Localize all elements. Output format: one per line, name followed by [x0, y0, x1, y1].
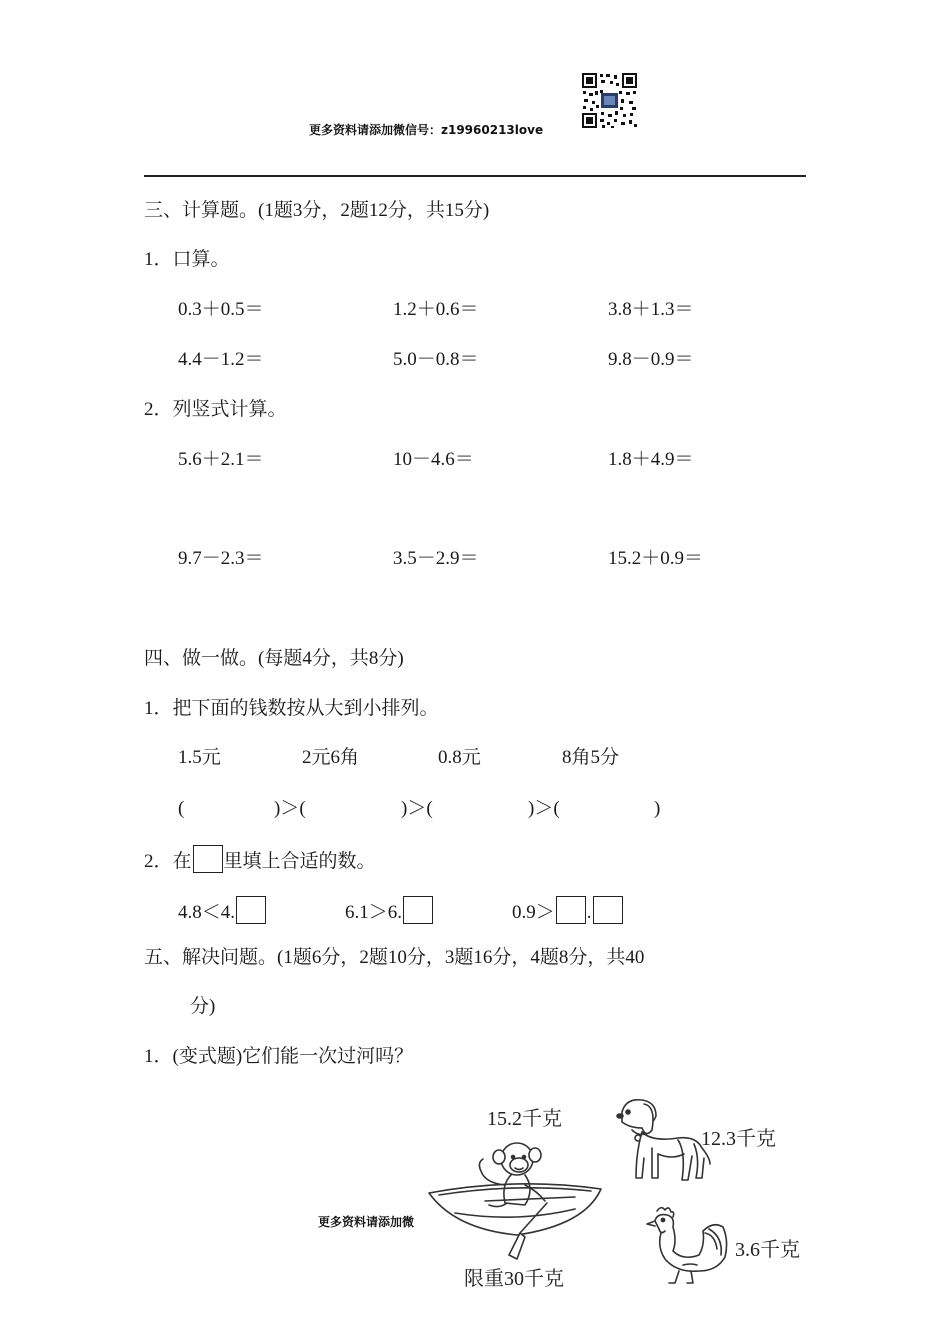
watermark-text: 更多资料请添加微 [318, 1215, 415, 1229]
fill-item: 6.1＞6. [345, 896, 434, 925]
s3-q2-expr: 1.8＋4.9＝ [608, 449, 694, 470]
s4-q2-label: 2．在 里填上合适的数。 [144, 845, 376, 874]
section5-title-cont: 分) [190, 996, 216, 1017]
s3-q2-expr: 9.7－2.3＝ [178, 548, 264, 569]
order-blank: ) [654, 798, 661, 819]
section3-title: 三、计算题。(1题3分，2题12分，共15分) [144, 200, 490, 221]
s3-q1-expr: 4.4－1.2＝ [178, 349, 264, 370]
s3-q1-expr: 9.8－0.9＝ [608, 349, 694, 370]
monkey-boat-icon [425, 1125, 610, 1265]
money-amount: 1.5元 [178, 747, 221, 768]
s5-q1-label: 1．(变式题)它们能一次过河吗？ [144, 1046, 414, 1067]
s3-q2-expr: 3.5－2.9＝ [393, 548, 479, 569]
rooster-weight: 3.6千克 [735, 1239, 800, 1261]
section5-title: 五、解决问题。(1题6分，2题10分，3题16分，4题8分，共40 [144, 947, 645, 968]
header-contact: 更多资料请添加微信号：z19960213love [309, 123, 544, 137]
boat-limit: 限重30千克 [464, 1268, 564, 1290]
s3-q2-expr: 5.6＋2.1＝ [178, 449, 264, 470]
s3-q1-expr: 3.8＋1.3＝ [608, 299, 694, 320]
answer-box[interactable] [236, 896, 266, 924]
s3-q2-expr: 15.2＋0.9＝ [608, 548, 704, 569]
order-blank: )＞( [274, 798, 306, 819]
answer-box[interactable] [403, 896, 433, 924]
money-amount: 8角5分 [562, 747, 620, 768]
s3-q2-expr: 10－4.6＝ [393, 449, 474, 470]
fill-item: 4.8＜4. [178, 896, 267, 925]
order-blank: ( [178, 798, 185, 819]
s3-q1-expr: 0.3＋0.5＝ [178, 299, 264, 320]
money-amount: 0.8元 [438, 747, 481, 768]
order-blank: )＞( [528, 798, 560, 819]
answer-box[interactable] [556, 896, 586, 924]
order-blank: )＞( [401, 798, 433, 819]
fill-item: 0.9＞ . [512, 896, 624, 925]
answer-box[interactable] [593, 896, 623, 924]
s4-q1-label: 1．把下面的钱数按从大到小排列。 [144, 698, 439, 719]
s3-q1-expr: 5.0－0.8＝ [393, 349, 479, 370]
monkey-weight: 15.2千克 [487, 1108, 562, 1130]
money-amount: 2元6角 [302, 747, 360, 768]
header-rule [144, 175, 806, 177]
answer-box-sample [193, 845, 223, 873]
rooster-icon [643, 1205, 731, 1285]
dog-icon [612, 1092, 712, 1184]
s3-q1-expr: 1.2＋0.6＝ [393, 299, 479, 320]
s3-q2-label: 2．列竖式计算。 [144, 399, 287, 420]
section4-title: 四、做一做。(每题4分，共8分) [144, 648, 404, 669]
dog-weight: 12.3千克 [701, 1128, 776, 1150]
s3-q1-label: 1．口算。 [144, 249, 230, 270]
qr-code-icon [581, 72, 638, 129]
